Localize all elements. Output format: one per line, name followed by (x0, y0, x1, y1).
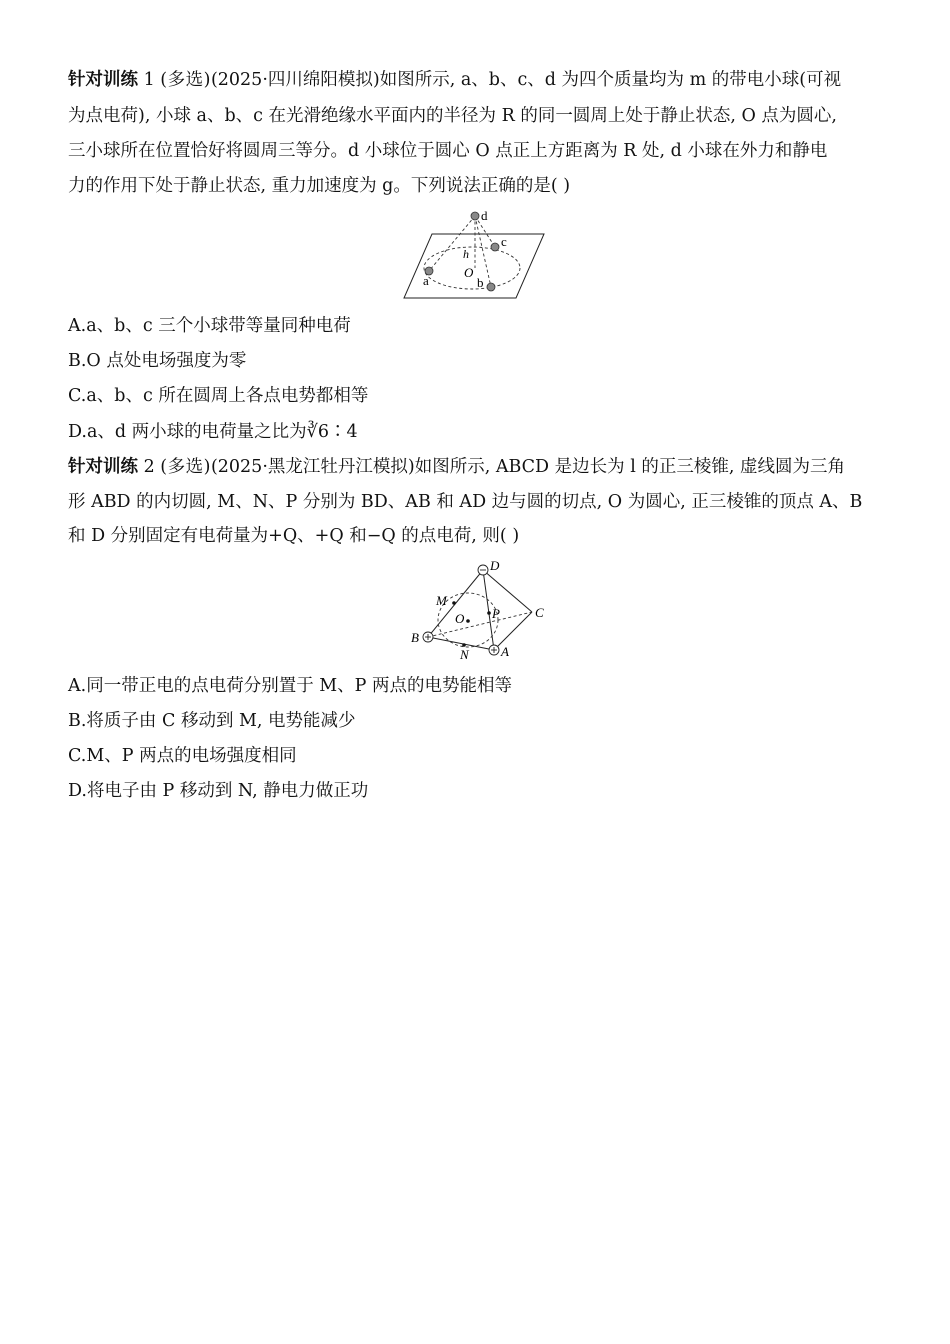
q1-ball-b (487, 283, 495, 291)
q1-tag: (多选) (160, 70, 211, 90)
q2-stem-line-2: 形 ABD 的内切圆, M、N、P 分别为 BD、AB 和 AD 边与圆的切点, O 为圆心, 正三棱锥的顶点 A、B (68, 492, 863, 512)
q1-option-d: D.a、d 两小球的电荷量之比为∛6∶4 (68, 422, 358, 442)
q1-label-a: a (423, 273, 429, 288)
q2-point-M (452, 601, 456, 605)
q1-stem-line-2: 为点电荷), 小球 a、b、c 在光滑绝缘水平面内的半径为 R 的同一圆周上处于静止状态, O 点为圆心, (68, 106, 837, 126)
q2-figure (408, 558, 558, 669)
q1-stem-text-1: 如图所示, a、b、c、d 为四个质量均为 m 的带电小球(可视 (379, 70, 842, 90)
q2-label-D: D (490, 558, 500, 573)
q2-figure-svg (408, 558, 558, 664)
q2-point-O (466, 619, 470, 623)
q1-stem-line-3: 三小球所在位置恰好将圆周三等分。d 小球位于圆心 O 点正上方距离为 R 处, d 小球在外力和静电 (68, 141, 828, 161)
q2-label-A: A (501, 644, 509, 659)
q2-stem-line-3: 和 D 分别固定有电荷量为+Q、+Q 和−Q 的点电荷, 则( ) (68, 526, 520, 546)
q1-plane (404, 234, 544, 298)
q1-label-d: d (481, 208, 488, 223)
q2-label-B: B (411, 630, 419, 645)
q2-option-c: C.M、P 两点的电场强度相同 (68, 746, 297, 766)
q2-label-O: O (455, 611, 465, 626)
q2-label-C: C (535, 605, 544, 620)
q2-label-M: M (436, 593, 447, 608)
q2-point-P (487, 611, 491, 615)
q1-option-b: B.O 点处电场强度为零 (68, 351, 247, 371)
q2-label-P: P (492, 606, 500, 621)
q2-edge-DC (483, 570, 532, 612)
q1-stem-line-4: 力的作用下处于静止状态, 重力加速度为 g。下列说法正确的是( ) (68, 176, 571, 196)
q1-option-c: C.a、b、c 所在圆周上各点电势都相等 (68, 386, 369, 406)
q2-number: 2 (143, 457, 155, 477)
q2-stem-line-1 (68, 455, 845, 479)
q1-stem-line-1 (68, 68, 841, 92)
q1-number: 1 (143, 70, 155, 90)
q2-stem-text-1: 如图所示, ABCD 是边长为 l 的正三棱锥, 虚线圆为三角 (414, 457, 845, 477)
q1-option-a: A.a、b、c 三个小球带等量同种电荷 (68, 316, 351, 336)
q2-option-d: D.将电子由 P 移动到 N, 静电力做正功 (68, 781, 369, 801)
q1-figure-svg (402, 206, 547, 302)
q1-source: (2025·四川绵阳模拟) (210, 70, 380, 90)
q1-label-c: c (501, 234, 507, 249)
q1-figure (402, 206, 547, 307)
q2-label-N: N (460, 647, 469, 662)
q2-edge-BC (428, 612, 532, 637)
q2-label: 针对训练 (68, 457, 138, 477)
q1-ball-c (491, 243, 499, 251)
q1-label-h: h (463, 247, 469, 261)
q2-option-a: A.同一带正电的点电荷分别置于 M、P 两点的电势能相等 (68, 676, 513, 696)
q1-label-O: O (464, 265, 474, 280)
q2-option-b: B.将质子由 C 移动到 M, 电势能减少 (68, 711, 356, 731)
q2-tag: (多选) (160, 457, 211, 477)
q1-label: 针对训练 (68, 70, 138, 90)
q1-line-da (429, 216, 475, 271)
q1-label-b: b (477, 275, 484, 290)
q1-ball-d (471, 212, 479, 220)
q2-source: (2025·黑龙江牡丹江模拟) (210, 457, 415, 477)
